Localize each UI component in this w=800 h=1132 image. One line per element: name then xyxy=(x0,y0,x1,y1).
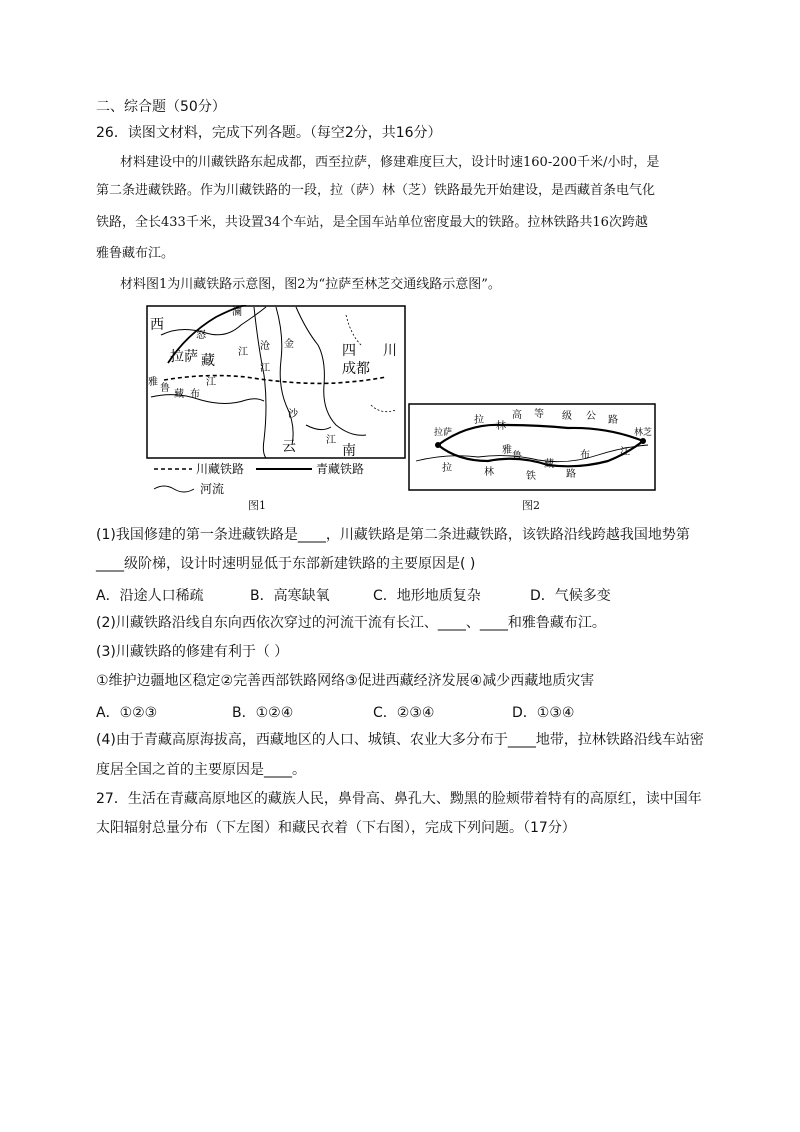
rail-label-3: 路 xyxy=(566,469,576,480)
lalin-railway xyxy=(438,441,643,466)
label-jin: 金 xyxy=(284,339,294,350)
lancang-river xyxy=(254,307,266,458)
river-branch xyxy=(306,425,331,430)
label-nu: 怒 xyxy=(196,330,206,341)
jinsha-river xyxy=(276,307,293,445)
label-sha: 沙 xyxy=(288,409,298,420)
figure-2-map xyxy=(408,403,658,493)
label-chuan: 川 xyxy=(383,343,397,359)
road-label-6: 路 xyxy=(608,415,618,426)
label-lasa-fig2: 拉萨 xyxy=(434,428,453,438)
figure-2 xyxy=(408,403,658,493)
sub1-line1: (1)我国修建的第一条进藏铁路是____，川藏铁路是第二条进藏铁路，该铁路沿线跨越我国地势第 xyxy=(96,527,690,543)
lalin-highway xyxy=(438,425,643,445)
figure-1-caption: 图1 xyxy=(248,499,266,512)
road-label-0: 拉 xyxy=(474,415,484,426)
figure-1 xyxy=(146,305,408,505)
material1-line1: 材料建设中的川藏铁路东起成都，西至拉萨，修建难度巨大，设计时速160-200千米/小时，是 xyxy=(120,155,660,170)
river-label-0: 雅 xyxy=(502,445,512,456)
label-chengdu: 成都 xyxy=(342,361,370,377)
sub1-line2: ____级阶梯，设计时速明显低于东部新建铁路的主要原因是( ) xyxy=(96,556,476,572)
sub1-option-d: D．气候多变 xyxy=(530,588,611,604)
sub2-line: (2)川藏铁路沿线自东向西依次穿过的河流干流有长江、____、____和雅鲁藏布江。 xyxy=(96,615,606,631)
sub3-option-c: C．②③④ xyxy=(373,705,435,721)
legend-qingzang: 青藏铁路 xyxy=(316,462,365,476)
lasa-dot xyxy=(435,442,441,448)
river-label-1: 鲁 xyxy=(512,451,522,462)
river-label-3: 布 xyxy=(580,450,590,461)
material1-line3: 铁路，全长433千米，共设置34个车站，是全国车站单位密度最大的铁路。拉林铁路共16次跨越 xyxy=(96,215,648,230)
sub3-option-a: A．①②③ xyxy=(96,705,158,721)
material1-line4: 雅鲁藏布江。 xyxy=(96,246,175,261)
linzhi-dot xyxy=(640,438,646,444)
label-si: 四 xyxy=(342,343,356,359)
road-label-5: 公 xyxy=(586,411,596,422)
sub1-option-b: B．高寒缺氧 xyxy=(250,588,330,604)
sub4-line2: 度居全国之首的主要原因是____。 xyxy=(96,762,306,778)
river-label-4: 江 xyxy=(620,447,630,458)
sub3-items: ①维护边疆地区稳定②完善西部铁路网络③促进西藏经济发展④减少西藏地质灾害 xyxy=(96,673,595,689)
road-label-3: 等 xyxy=(534,409,544,420)
label-nan: 南 xyxy=(342,443,356,459)
label-lan: 澜 xyxy=(232,307,242,318)
label-zang2: 藏 xyxy=(174,389,184,400)
legend-river-line xyxy=(154,486,194,492)
section-title: 二、综合题（50分） xyxy=(96,99,226,115)
label-ya: 雅 xyxy=(148,377,158,388)
road-label-2: 高 xyxy=(512,410,522,421)
rail-label-1: 林 xyxy=(484,467,494,478)
sub1-option-c: C．地形地质复杂 xyxy=(373,588,481,604)
sub3-line: (3)川藏铁路的修建有利于（ ） xyxy=(96,644,289,660)
legend-river: 河流 xyxy=(200,482,225,496)
label-bu: 布 xyxy=(190,389,200,400)
sub1-option-a: A．沿途人口稀疏 xyxy=(96,588,204,604)
label-jiang1: 江 xyxy=(238,347,248,358)
sub3-option-d: D．①③④ xyxy=(512,705,575,721)
label-yun: 云 xyxy=(282,439,296,455)
legend-chuanzang: 川藏铁路 xyxy=(196,462,245,476)
label-xi: 西 xyxy=(150,317,164,333)
river-label-2: 藏 xyxy=(544,459,554,470)
yarlung-river xyxy=(151,395,264,404)
rail-label-2: 铁 xyxy=(526,471,536,482)
q27-line1: 27．生活在青藏高原地区的藏族人民，鼻骨高、鼻孔大、黝黑的脸颊带着特有的高原红，读中国年 xyxy=(96,791,702,807)
nu-river xyxy=(161,307,266,335)
sub3-option-b: B．①②④ xyxy=(232,705,294,721)
label-cang: 沧 xyxy=(260,341,270,352)
material2-line: 材料图1为川藏铁路示意图，图2为“拉萨至林芝交通线路示意图”。 xyxy=(120,277,501,292)
q26-stem: 26．读图文材料，完成下列各题。（每空2分，共16分） xyxy=(96,125,442,141)
label-lu: 鲁 xyxy=(160,383,170,394)
q27-line2: 太阳辐射总量分布（下左图）和藏民衣着（下右图），完成下列问题。（17分） xyxy=(96,820,576,836)
rail-label-0: 拉 xyxy=(442,463,452,474)
road-label-1: 林 xyxy=(496,421,506,432)
label-jiang2: 江 xyxy=(260,363,270,374)
label-jiang4: 江 xyxy=(326,435,336,446)
label-linzhi-fig2: 林芝 xyxy=(634,428,653,438)
road-label-4: 级 xyxy=(562,411,572,422)
figure-2-caption: 图2 xyxy=(522,499,540,512)
material1-line2: 第二条进藏铁路。作为川藏铁路的一段，拉（萨）林（芝）铁路最先开始建设，是西藏首条电气化 xyxy=(96,183,656,198)
label-zang: 藏 xyxy=(201,353,215,369)
label-lasa: 拉萨 xyxy=(170,349,198,365)
sub4-line1: (4)由于青藏高原海拔高，西藏地区的人口、城镇、农业大多分布于____地带，拉林铁路沿线车站密 xyxy=(96,732,704,748)
label-jiang3: 江 xyxy=(206,377,216,388)
figure-1-map xyxy=(146,305,408,505)
